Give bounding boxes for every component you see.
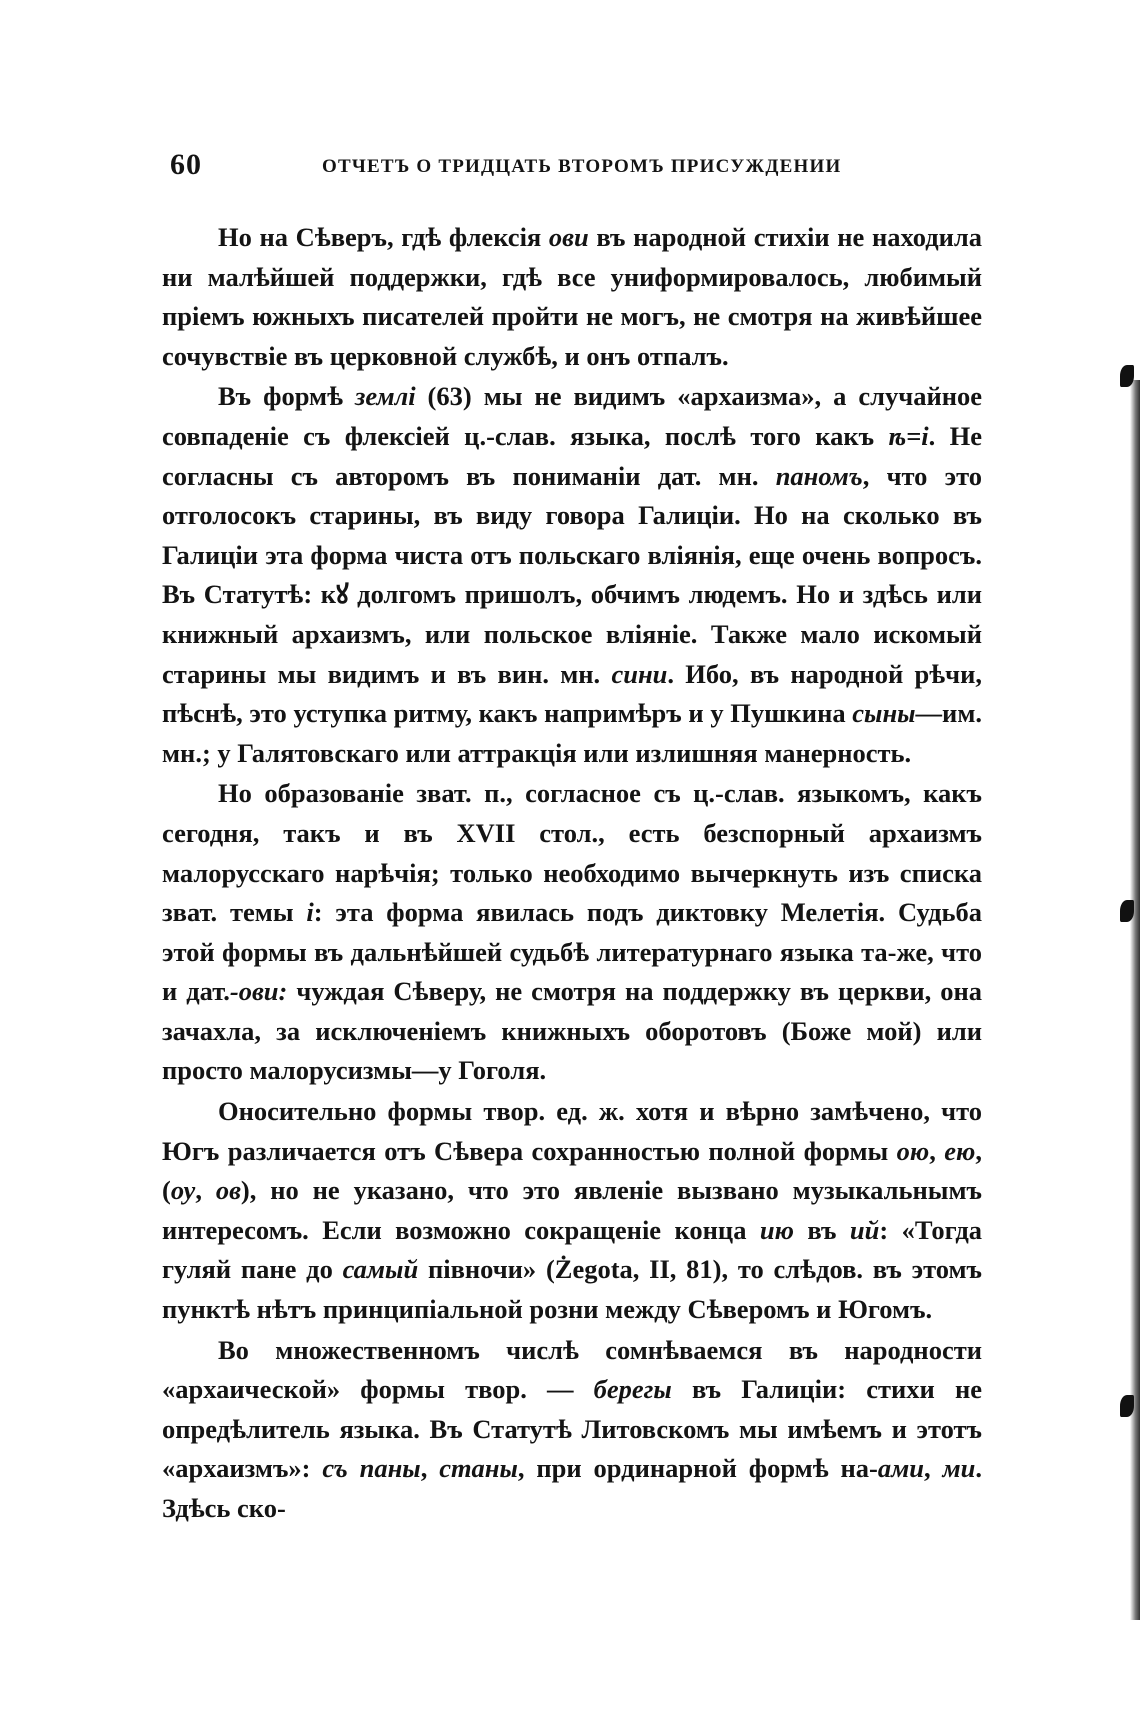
text-run: . Здѣсь ско- — [162, 1453, 982, 1523]
italic-term: ою — [896, 1135, 930, 1166]
text-run: въ народной стихіи не находила ни малѣйшей поддержки, гдѣ все униформировалось, любимый пріемъ южныхъ писателей пройти не могъ, не смотря на живѣйшее сочувствіе въ церковной службѣ, и онъ отпалъ. — [162, 222, 982, 371]
italic-term: і — [306, 897, 314, 928]
italic-term: ми — [942, 1453, 976, 1484]
text-run: півночи» (Żegota, II, 81), то слѣдов. въ этомъ пунктѣ нѣтъ принципіальной розни между Сѣверомъ и Югомъ. — [162, 1254, 982, 1325]
text-run: , что это отголосокъ старины, въ виду говора Галиціи. Но на сколько въ Галиціи эта форма чиста отъ польскаго вліянія, еще очень вопросъ. Въ Статутѣ: кꙋ долгомъ пришолъ, обчимъ людемъ. Но и здѣсь или книжный архаизмъ, или польское вліяніе. Также мало искомый старины мы видимъ и въ вин. мн. — [162, 460, 983, 689]
text-run: въ Галиціи: стихи не опредѣлитель языка. Въ Статутѣ Литовскомъ мы имѣемъ и этотъ «архаизмъ»: — [162, 1374, 982, 1484]
text-run: чуждая Сѣверу, не смотря на поддержку въ церкви, она зачахла, за исключеніемъ книжныхъ оборотовъ (Боже мой) или просто малорусизмы—у Гоголя. — [162, 976, 983, 1086]
binding-mark — [1120, 1395, 1134, 1417]
italic-term: самый — [342, 1254, 419, 1285]
text-run: , при ординарной формѣ на- — [517, 1453, 878, 1484]
binding-mark — [1120, 900, 1134, 922]
text-run: ), но не указано, что это явленіе вызвано музыкальнымъ интересомъ. Если возможно сокращеніе конца — [162, 1175, 982, 1245]
text-run: , — [195, 1175, 216, 1206]
text-run: Оноcительно формы твор. ед. ж. хотя и вѣрно замѣчено, что Югъ различается отъ Сѣвера сохранностью полной формы — [162, 1096, 982, 1166]
italic-term: ами — [877, 1453, 924, 1484]
italic-term: сини — [611, 658, 668, 689]
running-head: ОТЧЕТЪ О ТРИДЦАТЬ ВТОРОМЪ ПРИСУЖДЕНИИ — [322, 156, 842, 177]
italic-term: ею — [944, 1135, 976, 1166]
italic-term: ови — [548, 222, 589, 252]
paragraph-p3 — [162, 774, 982, 1091]
paragraph-p4 — [162, 1092, 982, 1330]
text-run: въ — [793, 1214, 850, 1245]
text-run: —им. мн.; у Галятовскаго или аттракція или излишняя манерность. — [162, 698, 982, 768]
page-number: 60 — [170, 148, 202, 181]
body-text — [162, 218, 982, 1529]
italic-term: сыны — [852, 698, 916, 729]
italic-term: оу — [170, 1175, 196, 1206]
text-run: Во множественномъ числѣ сомнѣваемся въ народности «архаической» формы твор. — — [162, 1334, 982, 1405]
binding-mark — [1120, 365, 1134, 387]
text-run: . Не согласны съ авторомъ въ пониманіи дат. мн. — [162, 420, 983, 491]
italic-term: -ови: — [229, 976, 288, 1007]
text-run: Но образованіе зват. п., согласное съ ц.-слав. языкомъ, какъ сегодня, такъ и въ XVII стол., есть безспорный архаизмъ малорусскаго нарѣчія; только необходимо вычеркнуть изъ списка зват. темы — [162, 778, 982, 928]
italic-term: ию — [759, 1214, 794, 1245]
binding-edge-shadow — [1130, 380, 1140, 1620]
paragraph-p1 — [162, 218, 982, 376]
text-run: . Ибо, въ народной рѣчи, пѣснѣ, это уступка ритму, какъ напримѣръ и у Пушкина — [162, 658, 982, 729]
text-run: Но на Сѣверъ, гдѣ флексія — [218, 222, 549, 252]
italic-term: паномъ — [775, 460, 863, 491]
text-run: : эта форма явилась подъ диктовку Мелетія. Судьба этой формы въ дальнѣйшей судьбѣ литературнаго языка та-же, что и дат. — [162, 897, 982, 1007]
italic-term: землі — [355, 381, 416, 412]
italic-term: берегы — [593, 1374, 672, 1405]
text-run: , ( — [162, 1135, 983, 1206]
text-run: Въ формѣ — [218, 381, 355, 412]
italic-term: ов — [215, 1175, 241, 1206]
text-run: , — [929, 1135, 945, 1166]
italic-term: съ паны — [322, 1453, 421, 1484]
paragraph-p5 — [162, 1331, 982, 1529]
paragraph-p2 — [162, 377, 982, 773]
italic-term: станы — [439, 1453, 518, 1484]
text-run: (63) мы не видимъ «архаизма», а случайное совпаденіе съ флексіей ц.-слав. языка, послѣ того какъ — [162, 381, 982, 451]
italic-term: ий — [849, 1214, 880, 1245]
text-run: , — [923, 1453, 943, 1484]
italic-term: ѣ=і — [888, 420, 929, 451]
text-run: : «Тогда гуляй пане до — [162, 1214, 982, 1285]
text-run: , — [420, 1453, 440, 1484]
